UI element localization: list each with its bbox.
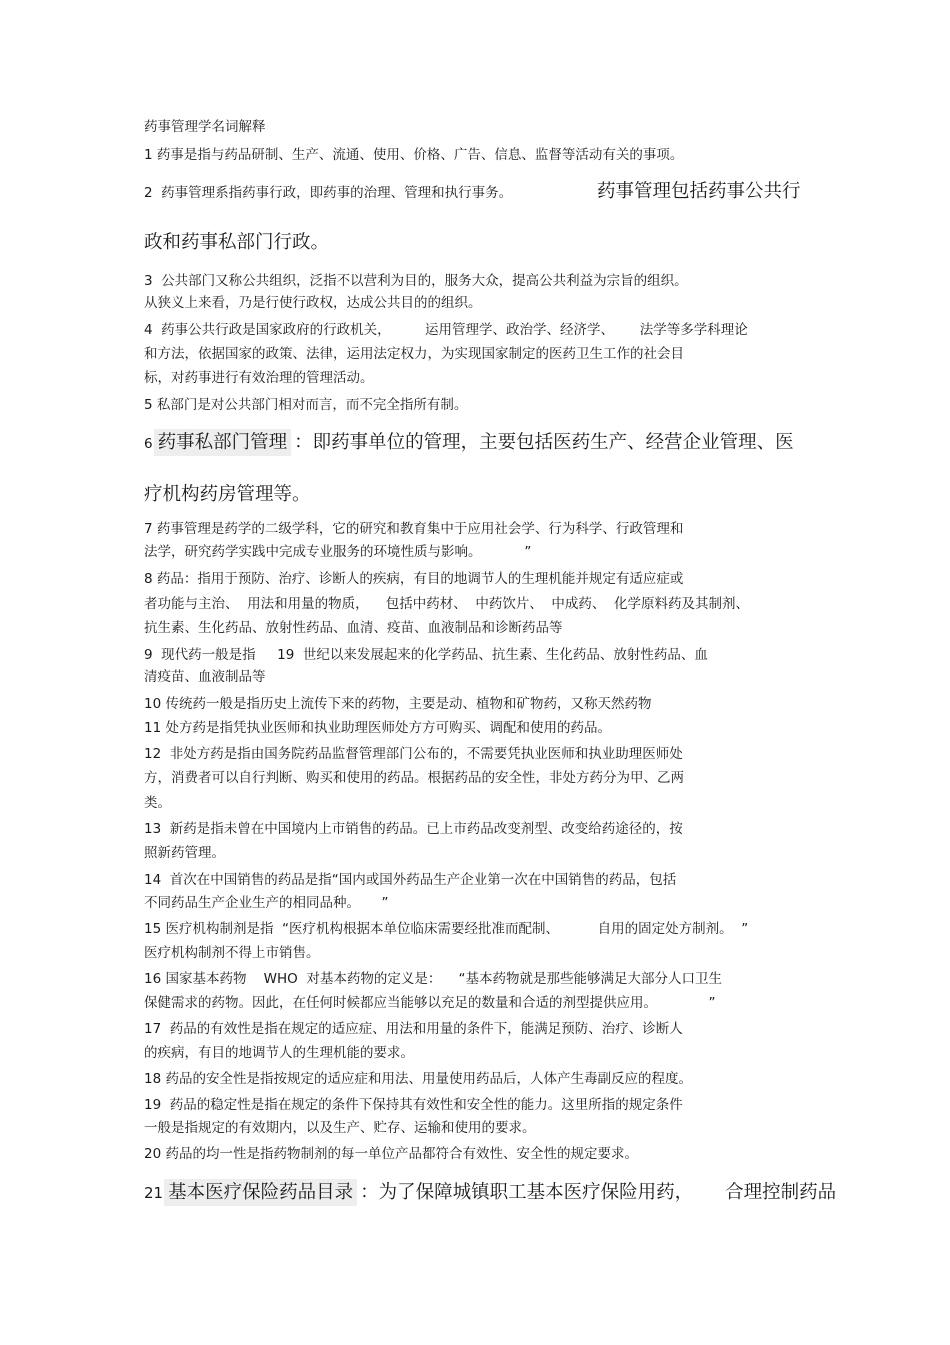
text-line-large: 疗机构药房管理等。 bbox=[144, 484, 311, 505]
text-line: 2 药事管理系指药事行政，即药事的治理、管理和执行事务。 bbox=[144, 185, 513, 201]
text-line: 18 药品的安全性是指按规定的适应症和用法、用量使用药品后，人体产生毒副反应的程度。 bbox=[144, 1071, 692, 1087]
text-line: 12 非处方药是指由国务院药品监督管理部门公布的，不需要凭执业医师和执业助理医师处 bbox=[144, 746, 683, 762]
text-line: 8 药品：指用于预防、治疗、诊断人的疾病，有目的地调节人的生理机能并规定有适应症或 bbox=[144, 571, 684, 587]
text-line: 照新药管理。 bbox=[144, 845, 225, 861]
text-line: 抗生素、生化药品、放射性药品、血清、疫苗、血液制品和诊断药品等 bbox=[144, 620, 563, 636]
text-line: 13 新药是指未曾在中国境内上市销售的药品。已上市药品改变剂型、改变给药途径的，按 bbox=[144, 821, 683, 837]
text-line: 者功能与主治、 用法和用量的物质， 包括中药材、 中药饮片、 中成药、 化学原料药及其制剂、 bbox=[144, 596, 749, 612]
text-line: 清疫苗、血液制品等 bbox=[144, 669, 266, 685]
highlighted-term: 基本医疗保险药品目录 bbox=[164, 1179, 357, 1206]
text-line: 19 药品的稳定性是指在规定的条件下保持其有效性和安全性的能力。这里所指的规定条件 bbox=[144, 1097, 683, 1113]
text-line: 和方法，依据国家的政策、法律，运用法定权力，为实现国家制定的医药卫生工作的社会目 bbox=[144, 346, 684, 362]
text-line: 5 私部门是对公共部门相对而言，而不完全指所有制。 bbox=[144, 397, 468, 413]
text-line: 法学，研究药学实践中完成专业服务的环境性质与影响。 ” bbox=[144, 544, 532, 560]
text-line: 类。 bbox=[144, 795, 171, 811]
item-number: 21 bbox=[144, 1184, 164, 1202]
term-definition: ：即药事单位的管理，主要包括医药生产、经营企业管理、医 bbox=[294, 432, 794, 453]
text-line: 方，消费者可以自行判断、购买和使用的药品。根据药品的安全性，非处方药分为甲、乙两 bbox=[144, 770, 684, 786]
text-line: 17 药品的有效性是指在规定的适应症、用法和用量的条件下，能满足预防、治疗、诊断人 bbox=[144, 1021, 683, 1037]
text-line: 14 首次在中国销售的药品是指“国内或国外药品生产企业第一次在中国销售的药品，包括 bbox=[144, 872, 677, 888]
term-definition: ：为了保障城镇职工基本医疗保险用药， bbox=[360, 1182, 694, 1203]
document-title: 药事管理学名词解释 bbox=[144, 119, 266, 135]
text-line-large bbox=[144, 1181, 836, 1205]
text-line: 从狭义上来看，乃是行使行政权，达成公共目的的组织。 bbox=[144, 295, 482, 311]
text-line: 一般是指规定的有效期内，以及生产、贮存、运输和使用的要求。 bbox=[144, 1120, 536, 1136]
text-line: 不同药品生产企业生产的相同品种。 ” bbox=[144, 895, 389, 911]
text-line: 的疾病，有目的地调节人的生理机能的要求。 bbox=[144, 1045, 414, 1061]
text-line: 20 药品的均一性是指药物制剂的每一单位产品都符合有效性、安全性的规定要求。 bbox=[144, 1146, 638, 1162]
text-line-large: 药事管理包括药事公共行 bbox=[597, 181, 801, 202]
text-line: 9 现代药一般是指 19 世纪以来发展起来的化学药品、抗生素、生化药品、放射性药品、血 bbox=[144, 647, 708, 663]
term-definition-continued: 合理控制药品 bbox=[725, 1182, 837, 1203]
text-line: 7 药事管理是药学的二级学科，它的研究和教育集中于应用社会学、行为科学、行政管理和 bbox=[144, 521, 684, 537]
text-line-large: 政和药事私部门行政。 bbox=[144, 232, 330, 253]
text-line: 标，对药事进行有效治理的管理活动。 bbox=[144, 370, 374, 386]
text-line-large bbox=[144, 431, 794, 456]
text-line: 10 传统药一般是指历史上流传下来的药物，主要是动、植物和矿物药，又称天然药物 bbox=[144, 696, 652, 712]
text-line: 3 公共部门又称公共组织，泛指不以营利为目的，服务大众，提高公共利益为宗旨的组织。 bbox=[144, 273, 688, 289]
text-line: 1 药事是指与药品研制、生产、流通、使用、价格、广告、信息、监督等活动有关的事项。 bbox=[144, 147, 684, 163]
text-line: 15 医疗机构制剂是指 “医疗机构根据本单位临床需要经批准而配制、 自用的固定处方制剂。 ” bbox=[144, 921, 749, 937]
highlighted-term: 药事私部门管理 bbox=[154, 429, 292, 456]
text-line: 保健需求的药物。因此，在任何时候都应当能够以充足的数量和合适的剂型提供应用。 ” bbox=[144, 995, 716, 1011]
text-line: 11 处方药是指凭执业医师和执业助理医师处方方可购买、调配和使用的药品。 bbox=[144, 720, 611, 736]
text-line: 医疗机构制剂不得上市销售。 bbox=[144, 945, 320, 961]
item-number: 6 bbox=[144, 436, 153, 452]
text-line: 16 国家基本药物 WHO 对基本药物的定义是： “基本药物就是那些能够满足大部分人口卫生 bbox=[144, 971, 723, 987]
text-line: 4 药事公共行政是国家政府的行政机关， 运用管理学、政治学、经济学、 法学等多学科理论 bbox=[144, 322, 748, 338]
